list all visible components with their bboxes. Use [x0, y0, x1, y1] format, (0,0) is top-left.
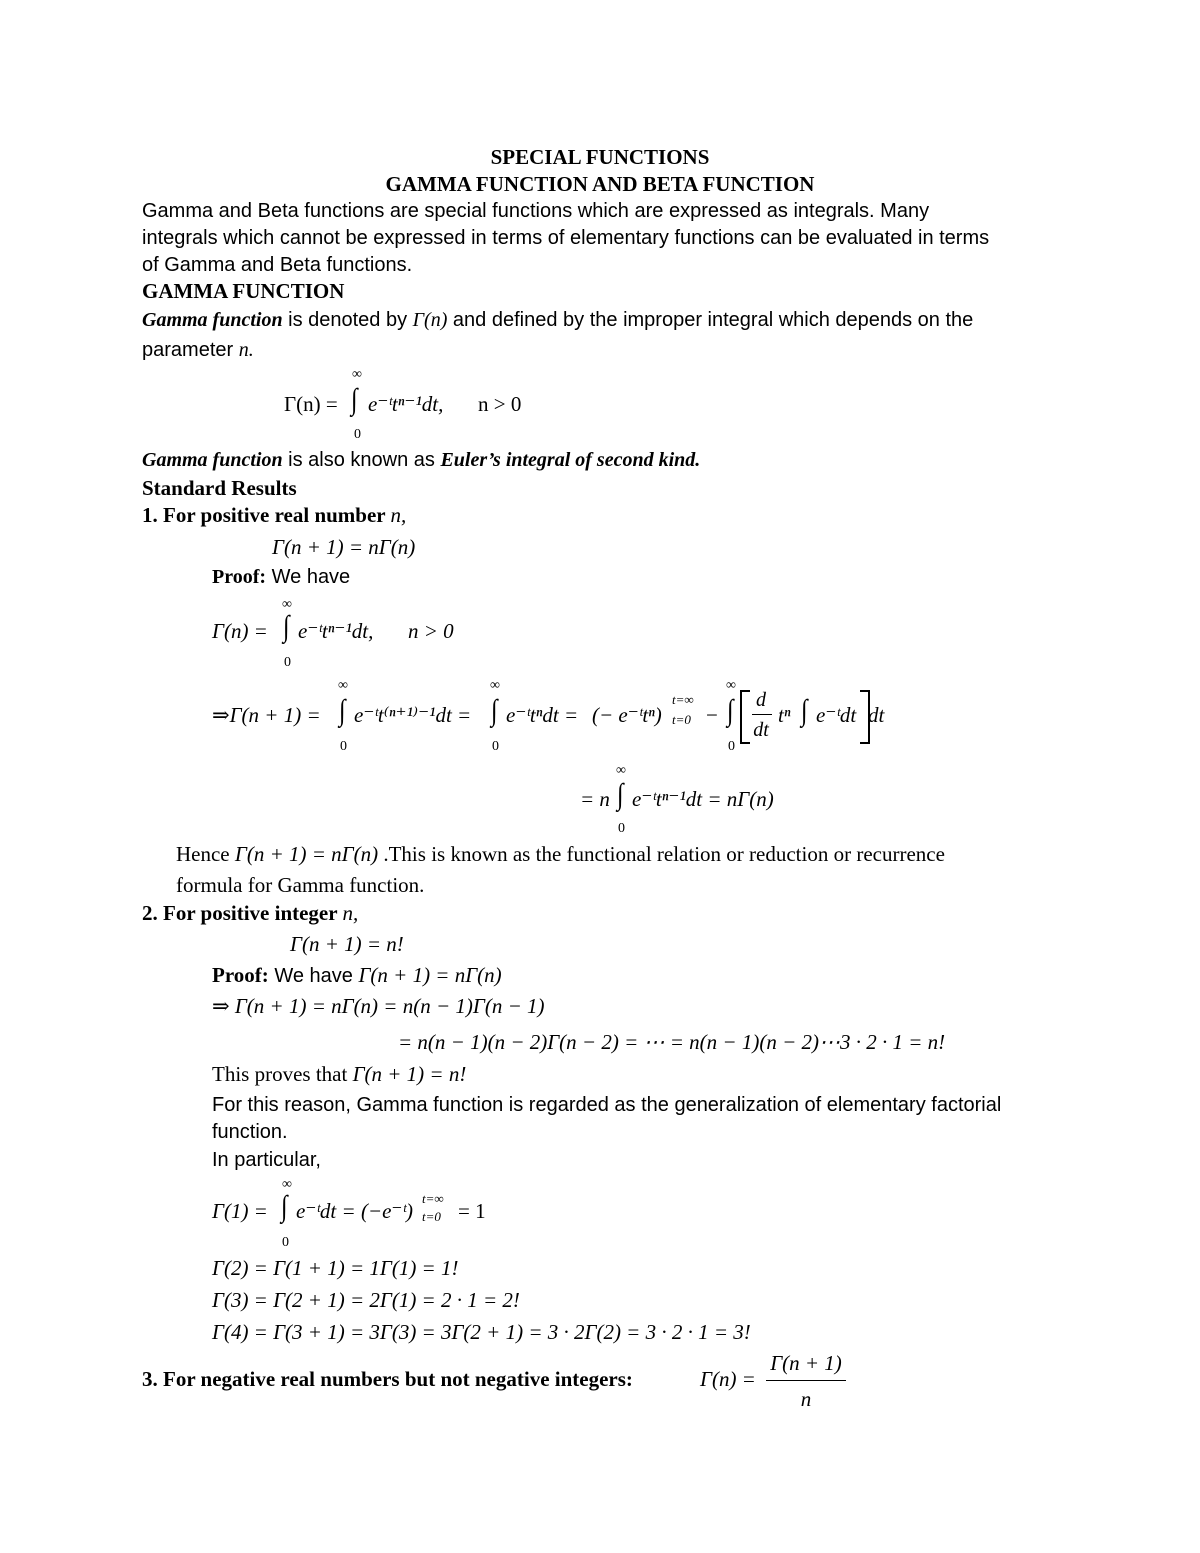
g1-integrand: e⁻ᵗdt = (−e⁻ᵗ) — [296, 1199, 414, 1223]
result3-lhs: Γ(n) = — [700, 1367, 756, 1391]
integral-sign: ∫ — [800, 694, 808, 727]
intro-line-2: integrals which cannot be expressed in terms of elementary functions can be evaluated in terms — [142, 227, 990, 249]
inner-t-n: tⁿ — [778, 703, 791, 727]
result2-heading-text: 2. For positive integer — [142, 901, 343, 925]
result3-heading: 3. For negative real numbers but not negative integers: — [142, 1367, 633, 1391]
result1-formula: Γ(n + 1) = nΓ(n) — [272, 535, 416, 559]
result1-var: n, — [390, 503, 407, 527]
result1-heading-text: 1. For positive real number — [142, 503, 391, 527]
line3-lhs: = n — [580, 787, 610, 811]
gamma-4-formula: Γ(4) = Γ(3 + 1) = 3Γ(3) = 3Γ(2 + 1) = 3 · 2Γ(2) = 3 · 2 · 1 = 3! — [212, 1320, 751, 1344]
intro-line-1: Gamma and Beta functions are special functions which are expressed as integrals. Many — [142, 200, 930, 222]
proves-line — [212, 1064, 466, 1085]
paren-lower: t=0 — [672, 712, 691, 727]
upper-limit: ∞ — [352, 367, 362, 382]
proof-text: We have — [266, 566, 351, 588]
upper-limit: ∞ — [338, 678, 348, 693]
integral-sign: ∫ — [726, 694, 734, 727]
line2-integral-1: e⁻ᵗt⁽ⁿ⁺¹⁾⁻¹dt = — [354, 703, 472, 727]
result2-line-2: = n(n − 1)(n − 2)Γ(n − 2) = ⋯ = n(n − 1)(n − 2)⋯3 · 2 · 1 = n! — [398, 1030, 946, 1054]
reason-line-2: function. — [212, 1121, 288, 1143]
proves-formula: Γ(n + 1) = n! — [352, 1062, 467, 1086]
result3-denominator: n — [800, 1387, 812, 1411]
standard-results-heading: Standard Results — [142, 476, 297, 500]
upper-limit: ∞ — [282, 597, 292, 612]
g1-tail: = 1 — [458, 1199, 486, 1223]
proves-text: This proves that — [212, 1062, 353, 1086]
reason-line-1: For this reason, Gamma function is regarded as the generalization of elementary factorial — [212, 1094, 1002, 1116]
result2-formula: Γ(n + 1) = n! — [290, 932, 404, 956]
paren-upper: t=∞ — [672, 692, 694, 707]
lower-limit: 0 — [284, 655, 291, 670]
lower-limit: 0 — [282, 1235, 289, 1250]
integral-sign: ∫ — [280, 1190, 288, 1223]
integral-sign: ∫ — [338, 694, 346, 727]
frac-dt: dt — [753, 719, 769, 741]
euler-integral-name: Euler’s integral of second kind. — [440, 449, 701, 471]
result1-heading — [142, 505, 406, 526]
upper-limit: ∞ — [490, 678, 500, 693]
line2-integral-2: e⁻ᵗtⁿdt = — [506, 703, 579, 727]
hence-text: Hence — [176, 842, 235, 866]
line1-integrand: e⁻ᵗtⁿ⁻¹dt, — [298, 619, 374, 643]
integral-sign: ∫ — [350, 383, 358, 416]
gamma-n: Γ(n) — [412, 309, 448, 331]
lower-limit: 0 — [618, 821, 625, 836]
integral-sign: ∫ — [282, 610, 290, 643]
line1-lhs: Γ(n) = — [212, 619, 268, 643]
definition-text: is denoted by — [282, 309, 413, 331]
hence-formula: Γ(n + 1) = nΓ(n) — [234, 842, 379, 866]
result3-numerator: Γ(n + 1) — [770, 1351, 842, 1375]
proof-label: Proof: — [212, 566, 267, 588]
definition-line-2 — [142, 340, 254, 360]
lower-limit: 0 — [354, 427, 361, 442]
gamma-3-formula: Γ(3) = Γ(2 + 1) = 2Γ(1) = 2 · 1 = 2! — [212, 1288, 520, 1312]
g1-upper: t=∞ — [422, 1191, 444, 1206]
line2-tail: dt — [868, 703, 885, 727]
line2-lhs: ⇒Γ(n + 1) = — [212, 703, 321, 727]
line3-integrand: e⁻ᵗtⁿ⁻¹dt = nΓ(n) — [632, 787, 774, 811]
proof-label: Proof: — [212, 963, 269, 987]
intro-line-3: of Gamma and Beta functions. — [142, 254, 413, 276]
definition-text-b: and defined by the improper integral which depends on the — [447, 309, 974, 331]
frac-d: d — [756, 689, 766, 711]
lower-limit: 0 — [340, 739, 347, 754]
hence-line-2: formula for Gamma function. — [176, 873, 425, 897]
g1-lhs: Γ(1) = — [212, 1199, 268, 1223]
upper-limit: ∞ — [616, 763, 626, 778]
result2-var: n, — [342, 901, 359, 925]
hence-text-b: .This is known as the functional relation or reduction or recurrence — [378, 842, 945, 866]
formula-integrand: e⁻ᵗtⁿ⁻¹dt, — [368, 392, 444, 416]
hence-line — [176, 844, 945, 865]
page-subtitle: GAMMA FUNCTION AND BETA FUNCTION — [385, 172, 815, 196]
g1-lower: t=0 — [422, 1209, 441, 1224]
n-var: n. — [238, 339, 254, 361]
inner-integral: e⁻ᵗdt — [816, 703, 857, 727]
in-particular: In particular, — [212, 1149, 321, 1171]
fraction-bar — [766, 1380, 846, 1381]
euler-text: is also known as — [282, 449, 441, 471]
gamma-function-heading: GAMMA FUNCTION — [142, 279, 345, 303]
proof-text: We have — [268, 965, 359, 987]
definition-text-c: parameter — [142, 339, 239, 361]
result2-heading — [142, 903, 358, 924]
formula-condition: n > 0 — [478, 392, 522, 416]
gamma-2-formula: Γ(2) = Γ(1 + 1) = 1Γ(1) = 1! — [212, 1256, 459, 1280]
gamma-function-term: Gamma function — [142, 309, 283, 331]
integral-sign: ∫ — [490, 694, 498, 727]
definition-line-1 — [142, 310, 973, 330]
upper-limit: ∞ — [726, 678, 736, 693]
page-title: SPECIAL FUNCTIONS — [490, 145, 710, 169]
minus-sign: − — [706, 703, 718, 727]
fraction-bar — [752, 714, 772, 715]
euler-line — [142, 450, 700, 470]
lower-limit: 0 — [728, 739, 735, 754]
upper-limit: ∞ — [282, 1177, 292, 1192]
proof-formula: Γ(n + 1) = nΓ(n) — [358, 963, 502, 987]
integral-sign: ∫ — [616, 778, 624, 811]
result2-line-1: ⇒ Γ(n + 1) = nΓ(n) = n(n − 1)Γ(n − 1) — [212, 994, 545, 1018]
result2-proof — [212, 965, 502, 986]
lower-limit: 0 — [492, 739, 499, 754]
line2-paren: (− e⁻ᵗtⁿ) — [592, 703, 662, 727]
gamma-function-term-2: Gamma function — [142, 449, 283, 471]
line1-condition: n > 0 — [408, 619, 454, 643]
result1-proof — [212, 567, 350, 587]
formula-lhs: Γ(n) = — [284, 392, 338, 416]
